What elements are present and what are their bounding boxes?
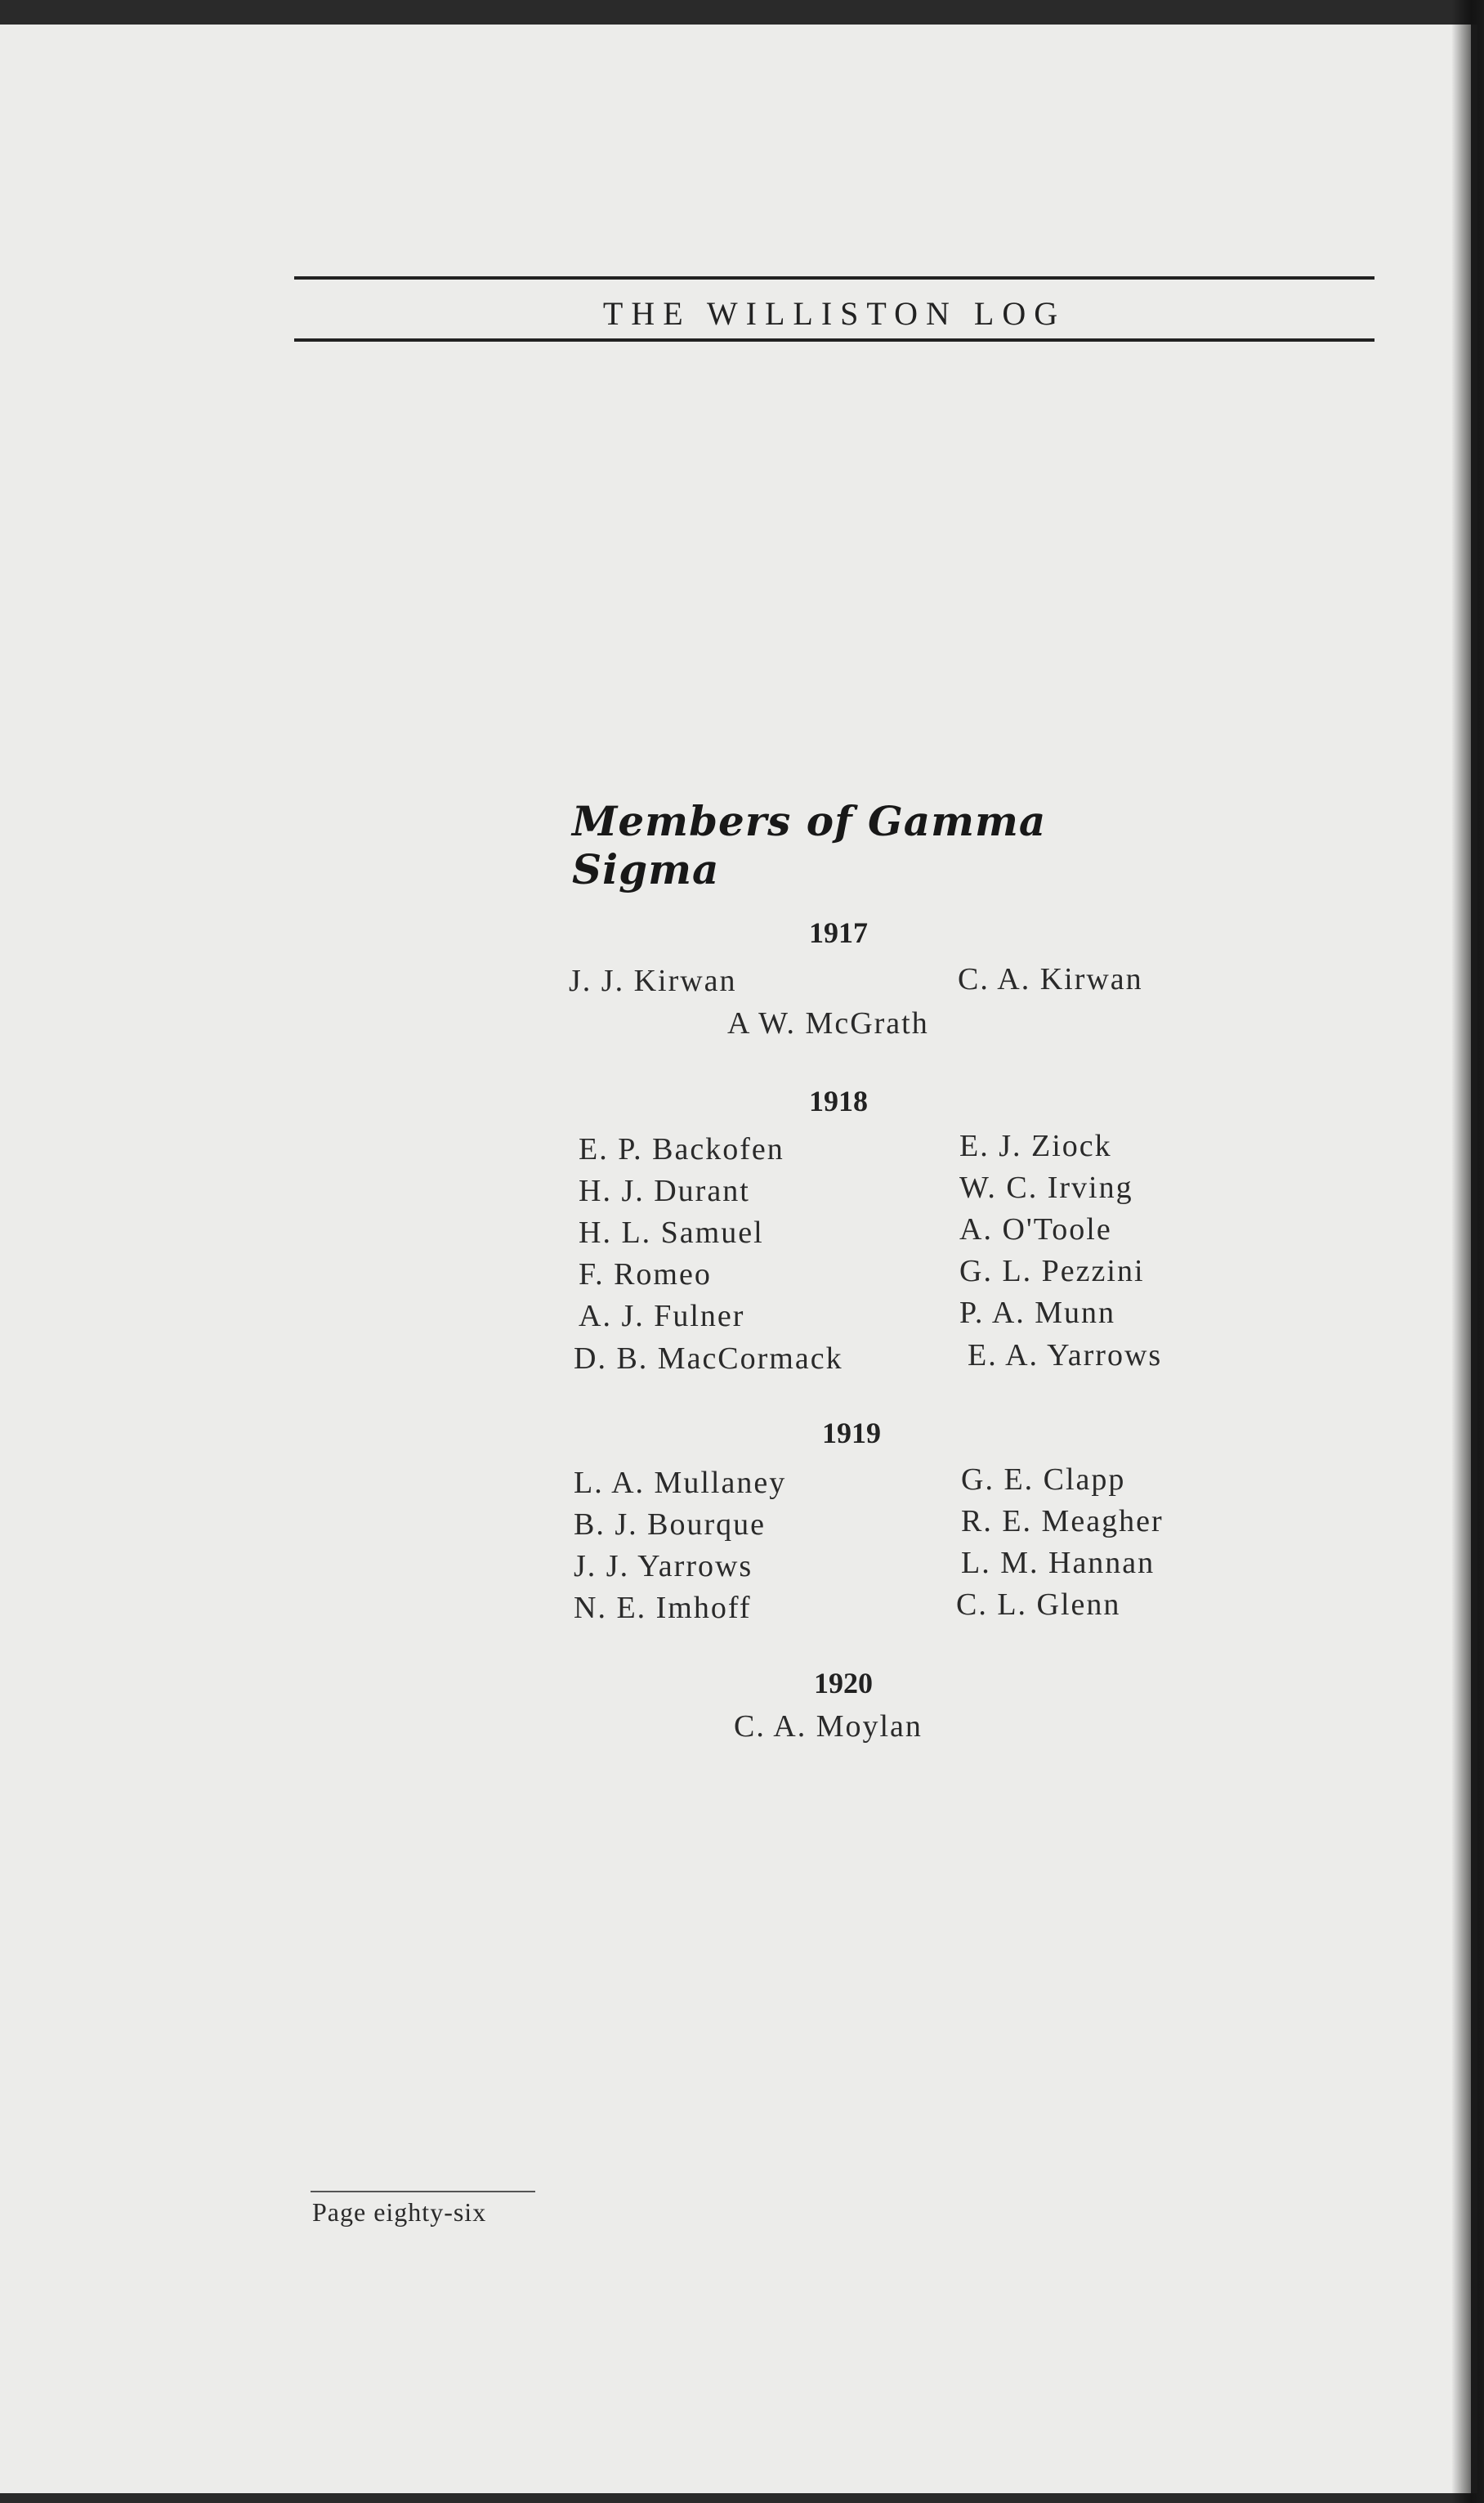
member-name: F. Romeo bbox=[579, 1257, 712, 1292]
member-name: B. J. Bourque bbox=[574, 1507, 766, 1542]
member-name: A W. McGrath bbox=[727, 1006, 929, 1041]
member-name: C. L. Glenn bbox=[956, 1587, 1121, 1622]
member-name: C. A. Moylan bbox=[734, 1709, 923, 1744]
member-name: E. A. Yarrows bbox=[968, 1338, 1163, 1372]
member-name: A. O'Toole bbox=[959, 1212, 1112, 1247]
member-name: E. J. Ziock bbox=[959, 1129, 1112, 1163]
member-name: W. C. Irving bbox=[959, 1171, 1133, 1205]
page-number: Page eighty-six bbox=[312, 2197, 487, 2227]
member-name: R. E. Meagher bbox=[961, 1504, 1164, 1538]
member-name: L. M. Hannan bbox=[961, 1546, 1155, 1580]
year-heading-1920: 1920 bbox=[814, 1667, 873, 1699]
member-name: J. J. Yarrows bbox=[574, 1549, 753, 1583]
header-rule-bottom bbox=[294, 338, 1374, 342]
member-name: D. B. MacCormack bbox=[574, 1341, 843, 1376]
member-name: H. J. Durant bbox=[579, 1174, 750, 1208]
header-rule-top bbox=[294, 276, 1374, 280]
member-name: A. J. Fulner bbox=[579, 1299, 745, 1333]
year-heading-1918: 1918 bbox=[809, 1085, 868, 1117]
member-name: G. E. Clapp bbox=[961, 1462, 1126, 1497]
year-heading-1917: 1917 bbox=[809, 916, 868, 949]
member-name: C. A. Kirwan bbox=[958, 962, 1143, 996]
member-name: H. L. Samuel bbox=[579, 1216, 764, 1250]
page-title: Members of Gamma Sigma bbox=[572, 797, 1047, 893]
member-name: E. P. Backofen bbox=[579, 1132, 784, 1166]
member-name: G. L. Pezzini bbox=[959, 1254, 1145, 1288]
year-heading-1919: 1919 bbox=[822, 1417, 881, 1449]
member-name: J. J. Kirwan bbox=[569, 964, 737, 998]
running-head: THE WILLISTON LOG bbox=[602, 295, 1066, 332]
member-name: N. E. Imhoff bbox=[574, 1591, 752, 1625]
page-edge-shadow bbox=[1451, 0, 1484, 2503]
book-page bbox=[0, 25, 1477, 2493]
member-name: P. A. Munn bbox=[959, 1296, 1116, 1330]
footer-rule bbox=[311, 2191, 535, 2192]
member-name: L. A. Mullaney bbox=[574, 1466, 787, 1500]
